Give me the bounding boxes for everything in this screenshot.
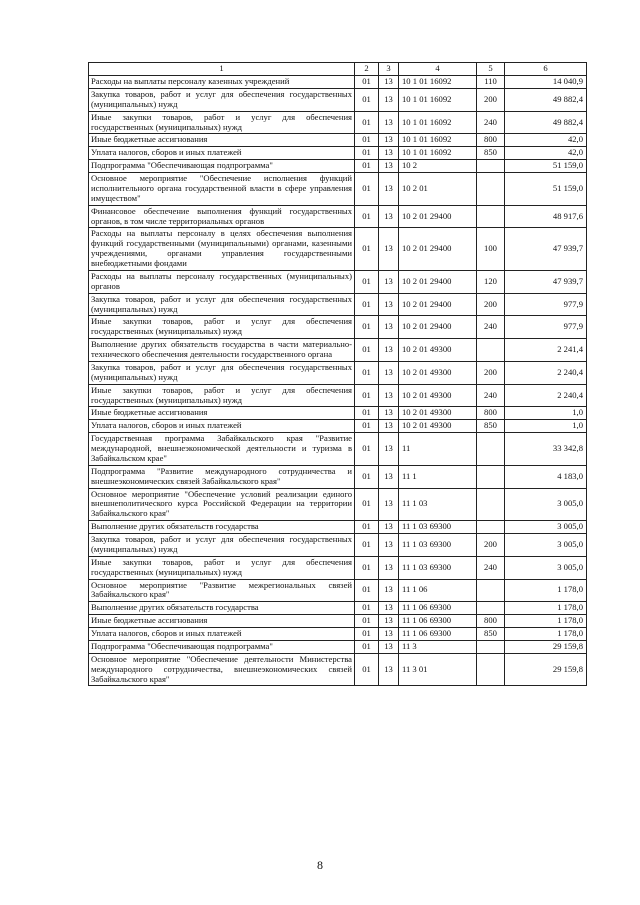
row-expense-type: 240	[477, 316, 505, 339]
row-expense-type	[477, 160, 505, 173]
table-row	[89, 160, 587, 173]
row-amount: 29 159,8	[505, 653, 587, 686]
table-row	[89, 361, 587, 384]
table-row	[89, 433, 587, 466]
row-amount: 1 178,0	[505, 615, 587, 628]
table-row	[89, 579, 587, 602]
row-target-code: 11 3	[399, 640, 477, 653]
row-expense-type	[477, 579, 505, 602]
row-section: 01	[355, 602, 379, 615]
row-expense-type: 850	[477, 147, 505, 160]
row-target-code: 10 2 01 29400	[399, 228, 477, 271]
row-section: 01	[355, 384, 379, 407]
row-section: 01	[355, 407, 379, 420]
row-name: Закупка товаров, работ и услуг для обеспечения государственных (муниципальных) нужд	[89, 534, 355, 557]
row-amount: 49 882,4	[505, 88, 587, 111]
row-expense-type	[477, 433, 505, 466]
row-target-code: 10 1 01 16092	[399, 134, 477, 147]
table-row	[89, 640, 587, 653]
row-amount: 1,0	[505, 407, 587, 420]
row-target-code: 11	[399, 433, 477, 466]
row-subsection: 13	[379, 407, 399, 420]
row-name: Подпрограмма "Обеспечивающая подпрограмма"	[89, 160, 355, 173]
row-amount: 4 183,0	[505, 465, 587, 488]
row-expense-type: 100	[477, 228, 505, 271]
row-target-code: 10 2 01 49300	[399, 361, 477, 384]
header-row	[89, 63, 587, 76]
row-expense-type	[477, 465, 505, 488]
table-row	[89, 111, 587, 134]
row-expense-type: 800	[477, 615, 505, 628]
row-name: Выполнение других обязательств государства	[89, 521, 355, 534]
table-row	[89, 339, 587, 362]
row-name: Иные закупки товаров, работ и услуг для обеспечения государственных (муниципальных) нужд	[89, 111, 355, 134]
row-subsection: 13	[379, 579, 399, 602]
table-row	[89, 76, 587, 89]
row-name: Закупка товаров, работ и услуг для обеспечения государственных (муниципальных) нужд	[89, 88, 355, 111]
row-name: Иные бюджетные ассигнования	[89, 134, 355, 147]
table-row	[89, 488, 587, 521]
row-amount: 1 178,0	[505, 602, 587, 615]
row-name: Расходы на выплаты персоналу государственных (муниципальных) органов	[89, 270, 355, 293]
header-cell-3: 3	[379, 63, 399, 76]
row-target-code: 11 1 03 69300	[399, 534, 477, 557]
row-section: 01	[355, 160, 379, 173]
row-amount: 1 178,0	[505, 579, 587, 602]
row-name: Основное мероприятие "Развитие межрегиональных связей Забайкальского края"	[89, 579, 355, 602]
row-target-code: 11 1 03	[399, 488, 477, 521]
row-subsection: 13	[379, 465, 399, 488]
row-expense-type	[477, 640, 505, 653]
row-section: 01	[355, 640, 379, 653]
row-expense-type	[477, 339, 505, 362]
row-section: 01	[355, 134, 379, 147]
header-cell-5: 5	[477, 63, 505, 76]
row-amount: 42,0	[505, 147, 587, 160]
row-subsection: 13	[379, 173, 399, 206]
page-number: 8	[317, 858, 323, 872]
row-amount: 51 159,0	[505, 173, 587, 206]
row-expense-type	[477, 488, 505, 521]
row-amount: 977,9	[505, 293, 587, 316]
budget-table	[88, 62, 587, 686]
row-subsection: 13	[379, 228, 399, 271]
row-target-code: 10 2 01 29400	[399, 316, 477, 339]
row-section: 01	[355, 521, 379, 534]
row-section: 01	[355, 76, 379, 89]
table-row	[89, 534, 587, 557]
row-target-code: 10 1 01 16092	[399, 88, 477, 111]
row-amount: 3 005,0	[505, 556, 587, 579]
row-target-code: 11 1 06 69300	[399, 602, 477, 615]
table-row	[89, 147, 587, 160]
row-subsection: 13	[379, 384, 399, 407]
row-subsection: 13	[379, 111, 399, 134]
table-row	[89, 173, 587, 206]
table-body	[89, 76, 587, 686]
header-cell-4: 4	[399, 63, 477, 76]
row-amount: 2 240,4	[505, 361, 587, 384]
row-target-code: 11 1 06	[399, 579, 477, 602]
row-section: 01	[355, 361, 379, 384]
row-target-code: 10 2 01 49300	[399, 339, 477, 362]
row-amount: 47 939,7	[505, 228, 587, 271]
row-expense-type: 850	[477, 420, 505, 433]
row-target-code: 10 2 01 29400	[399, 270, 477, 293]
row-section: 01	[355, 615, 379, 628]
row-amount: 2 241,4	[505, 339, 587, 362]
row-amount: 33 342,8	[505, 433, 587, 466]
row-name: Основное мероприятие "Обеспечение условий реализации единого внешнеполитического курса Российской Федерации на территории Забайкальского края"	[89, 488, 355, 521]
table-row	[89, 316, 587, 339]
row-target-code: 10 2 01 29400	[399, 205, 477, 228]
row-section: 01	[355, 111, 379, 134]
row-section: 01	[355, 316, 379, 339]
row-expense-type: 800	[477, 134, 505, 147]
row-name: Расходы на выплаты персоналу в целях обеспечения выполнения функций государственными (муниципальными) органами, казенными учреждениями, органами управления государственными внебюджетными фондами	[89, 228, 355, 271]
row-subsection: 13	[379, 76, 399, 89]
table-row	[89, 228, 587, 271]
row-target-code: 10 1 01 16092	[399, 147, 477, 160]
header-cell-1: 1	[89, 63, 355, 76]
row-name: Основное мероприятие "Обеспечение деятельности Министерства международного сотрудничества, внешнеэкономических связей Забайкальского края"	[89, 653, 355, 686]
row-name: Основное мероприятие "Обеспечение исполнения функций исполнительного органа государственной власти в сфере управления имуществом"	[89, 173, 355, 206]
row-section: 01	[355, 88, 379, 111]
table-row	[89, 407, 587, 420]
table-row	[89, 420, 587, 433]
row-subsection: 13	[379, 361, 399, 384]
row-amount: 3 005,0	[505, 521, 587, 534]
header-cell-2: 2	[355, 63, 379, 76]
row-name: Подпрограмма "Обеспечивающая подпрограмма"	[89, 640, 355, 653]
row-name: Расходы на выплаты персоналу казенных учреждений	[89, 76, 355, 89]
row-section: 01	[355, 465, 379, 488]
row-amount: 49 882,4	[505, 111, 587, 134]
row-target-code: 11 3 01	[399, 653, 477, 686]
row-name: Уплата налогов, сборов и иных платежей	[89, 420, 355, 433]
row-subsection: 13	[379, 160, 399, 173]
row-amount: 1,0	[505, 420, 587, 433]
row-name: Иные закупки товаров, работ и услуг для обеспечения государственных (муниципальных) нужд	[89, 316, 355, 339]
row-subsection: 13	[379, 628, 399, 641]
row-expense-type	[477, 521, 505, 534]
row-name: Выполнение других обязательств государства	[89, 602, 355, 615]
row-amount: 47 939,7	[505, 270, 587, 293]
row-amount: 14 040,9	[505, 76, 587, 89]
row-expense-type: 800	[477, 407, 505, 420]
table-row	[89, 270, 587, 293]
row-amount: 3 005,0	[505, 534, 587, 557]
row-expense-type: 240	[477, 556, 505, 579]
row-amount: 48 917,6	[505, 205, 587, 228]
table-row	[89, 384, 587, 407]
row-expense-type: 120	[477, 270, 505, 293]
row-target-code: 11 1 03 69300	[399, 521, 477, 534]
row-name: Уплата налогов, сборов и иных платежей	[89, 628, 355, 641]
row-subsection: 13	[379, 420, 399, 433]
row-amount: 51 159,0	[505, 160, 587, 173]
row-name: Иные бюджетные ассигнования	[89, 407, 355, 420]
row-section: 01	[355, 653, 379, 686]
row-target-code: 10 1 01 16092	[399, 76, 477, 89]
row-subsection: 13	[379, 205, 399, 228]
row-name: Государственная программа Забайкальского края "Развитие международной, внешнеэкономической деятельности и туризма в Забайкальском крае"	[89, 433, 355, 466]
table-row	[89, 556, 587, 579]
row-target-code: 10 2 01	[399, 173, 477, 206]
row-section: 01	[355, 147, 379, 160]
row-amount: 3 005,0	[505, 488, 587, 521]
row-section: 01	[355, 488, 379, 521]
row-subsection: 13	[379, 556, 399, 579]
row-name: Иные закупки товаров, работ и услуг для обеспечения государственных (муниципальных) нужд	[89, 384, 355, 407]
row-subsection: 13	[379, 488, 399, 521]
row-expense-type: 240	[477, 384, 505, 407]
row-section: 01	[355, 205, 379, 228]
row-target-code: 10 2 01 29400	[399, 293, 477, 316]
row-amount: 2 240,4	[505, 384, 587, 407]
row-subsection: 13	[379, 339, 399, 362]
row-section: 01	[355, 420, 379, 433]
row-section: 01	[355, 270, 379, 293]
row-amount: 977,9	[505, 316, 587, 339]
row-subsection: 13	[379, 602, 399, 615]
row-expense-type: 200	[477, 88, 505, 111]
row-name: Закупка товаров, работ и услуг для обеспечения государственных (муниципальных) нужд	[89, 361, 355, 384]
row-subsection: 13	[379, 534, 399, 557]
row-subsection: 13	[379, 640, 399, 653]
table-row	[89, 88, 587, 111]
row-name: Подпрограмма "Развитие международного сотрудничества и внешнеэкономических связей Забайкальского края"	[89, 465, 355, 488]
row-expense-type: 240	[477, 111, 505, 134]
row-subsection: 13	[379, 270, 399, 293]
row-target-code: 10 2 01 49300	[399, 420, 477, 433]
table-row	[89, 134, 587, 147]
table-row	[89, 602, 587, 615]
row-section: 01	[355, 339, 379, 362]
row-expense-type: 200	[477, 293, 505, 316]
row-target-code: 10 2 01 49300	[399, 384, 477, 407]
header-cell-6: 6	[505, 63, 587, 76]
row-section: 01	[355, 293, 379, 316]
row-section: 01	[355, 579, 379, 602]
table-row	[89, 628, 587, 641]
row-subsection: 13	[379, 147, 399, 160]
row-expense-type: 110	[477, 76, 505, 89]
row-name: Иные закупки товаров, работ и услуг для обеспечения государственных (муниципальных) нужд	[89, 556, 355, 579]
row-target-code: 11 1 06 69300	[399, 615, 477, 628]
row-target-code: 10 2	[399, 160, 477, 173]
table-row	[89, 205, 587, 228]
row-target-code: 11 1 06 69300	[399, 628, 477, 641]
row-target-code: 11 1 03 69300	[399, 556, 477, 579]
row-subsection: 13	[379, 615, 399, 628]
table-row	[89, 521, 587, 534]
row-amount: 1 178,0	[505, 628, 587, 641]
row-subsection: 13	[379, 88, 399, 111]
row-section: 01	[355, 228, 379, 271]
row-amount: 29 159,8	[505, 640, 587, 653]
row-expense-type: 200	[477, 534, 505, 557]
row-amount: 42,0	[505, 134, 587, 147]
row-target-code: 10 1 01 16092	[399, 111, 477, 134]
row-subsection: 13	[379, 521, 399, 534]
row-expense-type	[477, 205, 505, 228]
row-expense-type: 850	[477, 628, 505, 641]
row-expense-type	[477, 653, 505, 686]
row-expense-type	[477, 602, 505, 615]
row-subsection: 13	[379, 653, 399, 686]
row-name: Закупка товаров, работ и услуг для обеспечения государственных (муниципальных) нужд	[89, 293, 355, 316]
row-section: 01	[355, 534, 379, 557]
row-name: Уплата налогов, сборов и иных платежей	[89, 147, 355, 160]
row-subsection: 13	[379, 134, 399, 147]
table-row	[89, 615, 587, 628]
row-target-code: 11 1	[399, 465, 477, 488]
row-name: Финансовое обеспечение выполнения функций государственных органов, в том числе территориальных органов	[89, 205, 355, 228]
row-subsection: 13	[379, 293, 399, 316]
row-section: 01	[355, 556, 379, 579]
row-section: 01	[355, 433, 379, 466]
table-row	[89, 653, 587, 686]
row-subsection: 13	[379, 316, 399, 339]
row-expense-type	[477, 173, 505, 206]
row-section: 01	[355, 173, 379, 206]
row-expense-type: 200	[477, 361, 505, 384]
row-name: Иные бюджетные ассигнования	[89, 615, 355, 628]
row-target-code: 10 2 01 49300	[399, 407, 477, 420]
row-name: Выполнение других обязательств государства в части материально-технического обеспечения деятельности государственного органа	[89, 339, 355, 362]
row-subsection: 13	[379, 433, 399, 466]
table-row	[89, 465, 587, 488]
row-section: 01	[355, 628, 379, 641]
table-row	[89, 293, 587, 316]
